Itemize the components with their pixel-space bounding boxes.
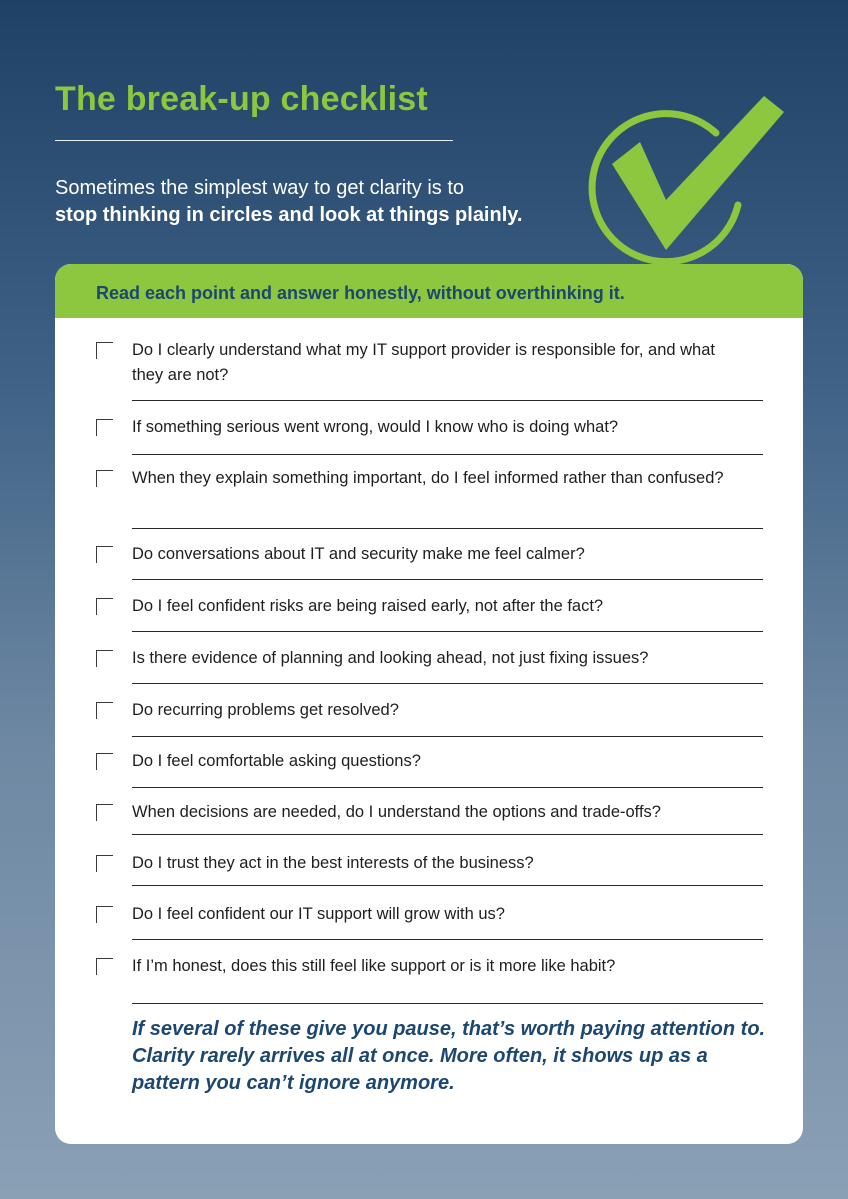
instruction-banner (55, 264, 803, 318)
checklist-question: If I’m honest, does this still feel like support or is it more like habit? (132, 957, 616, 975)
intro-text (55, 175, 615, 229)
checkbox[interactable] (96, 804, 113, 821)
answer-line (132, 885, 763, 886)
checklist-question: Do I feel confident our IT support will grow with us? (132, 905, 505, 923)
checklist-question: When they explain something important, do I feel informed rather than confused? (132, 469, 724, 487)
closing-statement: If several of these give you pause, that’s worth paying attention to. Clarity rarely arrives all at once. More often, it shows up as a pattern you can’t ignore anymore. (132, 1018, 766, 1094)
answer-line (132, 579, 763, 580)
checklist-question: If something serious went wrong, would I know who is doing what? (132, 418, 619, 436)
answer-line (132, 528, 763, 529)
checkbox[interactable] (96, 546, 113, 563)
page-title: The break-up checklist (55, 80, 428, 118)
checklist-question: When decisions are needed, do I understand the options and trade-offs? (132, 803, 661, 821)
checklist-card (55, 264, 803, 1144)
checklist-question: Do I feel comfortable asking questions? (132, 752, 421, 770)
checkbox[interactable] (96, 342, 113, 359)
answer-line (132, 736, 763, 737)
answer-line (132, 400, 763, 401)
checklist-question: Do conversations about IT and security make me feel calmer? (132, 545, 585, 563)
answer-line (132, 939, 763, 940)
checkbox[interactable] (96, 419, 113, 436)
checklist-question: Do I trust they act in the best interests of the business? (132, 854, 534, 872)
checkbox[interactable] (96, 906, 113, 923)
intro-line-2: stop thinking in circles and look at things plainly. (55, 204, 523, 226)
answer-line (132, 1003, 763, 1004)
checkbox[interactable] (96, 753, 113, 770)
checkbox[interactable] (96, 650, 113, 667)
title-divider (55, 140, 453, 141)
answer-line (132, 631, 763, 632)
answer-line (132, 683, 763, 684)
checklist-question: Do I feel confident risks are being raised early, not after the fact? (132, 597, 604, 615)
checkbox[interactable] (96, 958, 113, 975)
checklist-question: Do I clearly understand what my IT support provider is responsible for, and what they are not? (132, 341, 715, 384)
checkbox[interactable] (96, 598, 113, 615)
intro-line-1: Sometimes the simplest way to get clarity is to (55, 177, 465, 199)
instruction-text: Read each point and answer honestly, without overthinking it. (96, 282, 625, 303)
checkbox[interactable] (96, 702, 113, 719)
answer-line (132, 454, 763, 455)
checkbox[interactable] (96, 470, 113, 487)
checkbox[interactable] (96, 855, 113, 872)
checkmark-circle-icon (588, 90, 788, 270)
answer-line (132, 787, 763, 788)
answer-line (132, 834, 763, 835)
checklist-question: Is there evidence of planning and looking ahead, not just fixing issues? (132, 649, 649, 667)
checklist-question: Do recurring problems get resolved? (132, 701, 399, 719)
